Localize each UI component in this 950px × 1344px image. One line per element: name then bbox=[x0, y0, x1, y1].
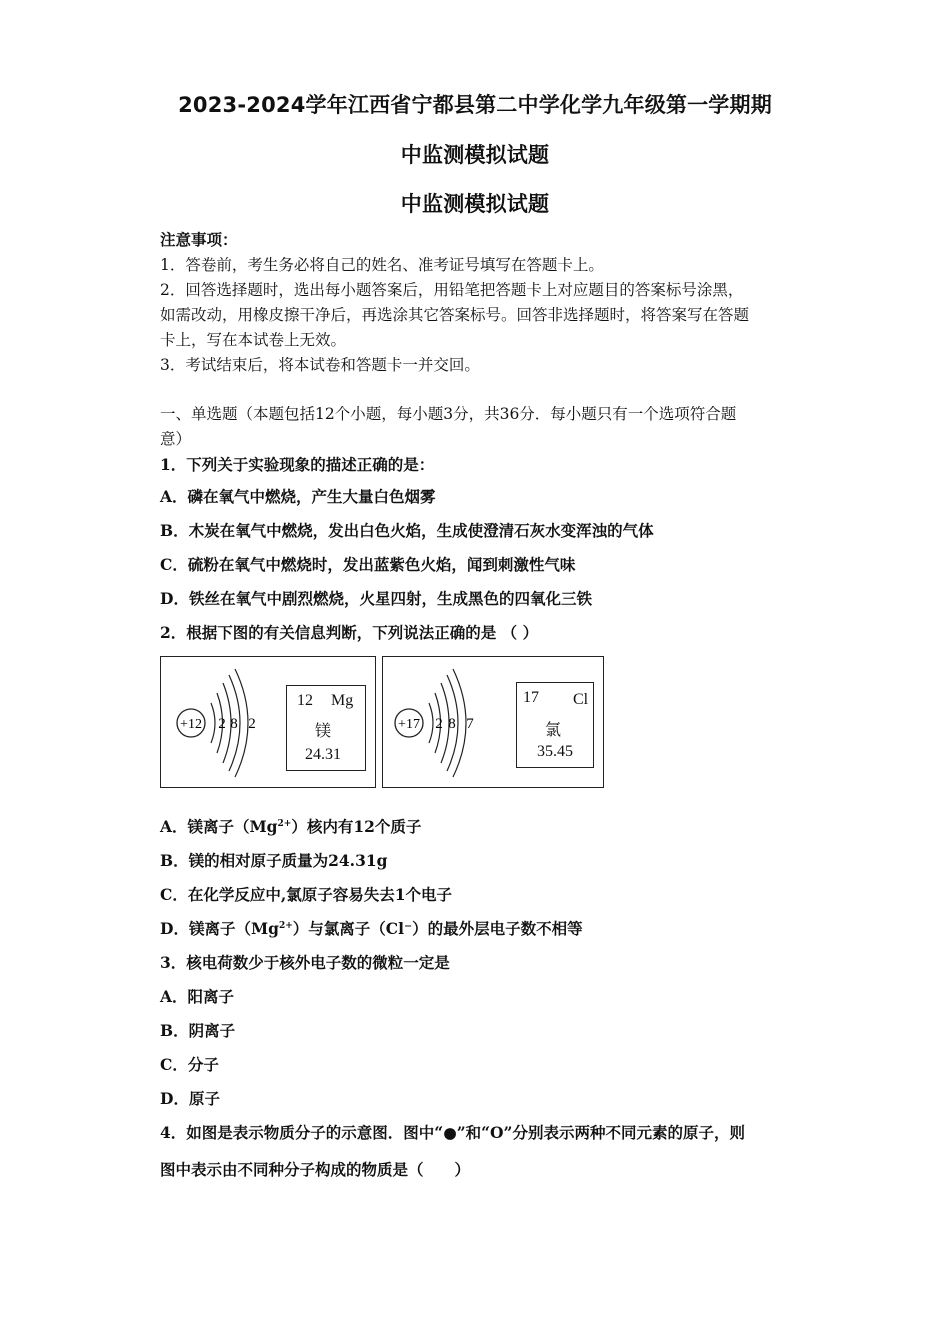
q2-option-c: C．在化学反应中,氯原子容易失去1个电子 bbox=[160, 885, 453, 904]
q2-option-a bbox=[160, 815, 421, 837]
mg-atomic-number: 12 bbox=[297, 692, 313, 709]
title-line-2: 中监测模拟试题 bbox=[400, 143, 550, 167]
section-heading-b: 意） bbox=[160, 430, 192, 448]
notice-item-2c: 卡上，写在本试卷上无效。 bbox=[160, 331, 347, 349]
mg-nucleus-label: +12 bbox=[180, 717, 202, 732]
q3-option-c: C．分子 bbox=[160, 1055, 219, 1074]
q2-stem: 2．根据下图的有关信息判断，下列说法正确的是 （ ） bbox=[160, 623, 539, 642]
mg-element-card bbox=[286, 685, 366, 771]
cl-name: 氯 bbox=[545, 722, 562, 739]
notice-item-1: 1．答卷前，考生务必将自己的姓名、准考证号填写在答题卡上。 bbox=[160, 256, 604, 274]
notice-item-2b: 如需改动，用橡皮擦干净后，再选涂其它答案标号。回答非选择题时，将答案写在答题 bbox=[160, 306, 750, 324]
q2-option-d-pre: D．镁离子（Mg bbox=[160, 919, 279, 938]
q2-option-d-sup: 2+ bbox=[278, 920, 293, 931]
title-line-3: 中监测模拟试题 bbox=[400, 192, 550, 216]
cl-shell-arc-1 bbox=[429, 703, 433, 743]
q3-option-a: A．阳离子 bbox=[160, 987, 235, 1006]
mg-shell-3-count: 2 bbox=[248, 716, 256, 732]
cl-nucleus-label: +17 bbox=[398, 717, 420, 732]
q2-option-d-post: ）与氯离子（Cl⁻）的最外层电子数不相等 bbox=[292, 919, 583, 938]
q2-option-a-post: ）核内有12个质子 bbox=[291, 817, 422, 836]
q1-option-c: C．硫粉在氧气中燃烧时，发出蓝紫色火焰，闻到刺激性气味 bbox=[160, 555, 576, 574]
cl-element-card bbox=[516, 682, 594, 768]
mg-shell-1-count: 2 bbox=[218, 716, 226, 732]
notice-item-2a: 2．回答选择题时，选出每小题答案后，用铅笔把答题卡上对应题目的答案标号涂黑， bbox=[160, 281, 744, 299]
q3-stem: 3．核电荷数少于核外电子数的微粒一定是 bbox=[160, 953, 450, 972]
q2-option-b: B．镁的相对原子质量为24.31g bbox=[160, 851, 388, 870]
cl-figure bbox=[382, 656, 604, 788]
section-heading-a: 一、单选题（本题包括12个小题，每小题3分，共36分．每小题只有一个选项符合题 bbox=[160, 405, 737, 423]
cl-atomic-mass: 35.45 bbox=[537, 743, 573, 760]
mg-symbol: Mg bbox=[331, 692, 354, 709]
q4-stem-a: 4．如图是表示物质分子的示意图．图中“●”和“O”分别表示两种不同元素的原子，则 bbox=[160, 1123, 745, 1142]
q2-option-a-sup: 2+ bbox=[277, 818, 292, 829]
mg-shell-2-count: 8 bbox=[230, 716, 238, 732]
notice-heading: 注意事项： bbox=[160, 230, 238, 249]
q2-option-d bbox=[160, 917, 583, 939]
q1-option-a: A．磷在氧气中燃烧，产生大量白色烟雾 bbox=[160, 487, 436, 506]
mg-shell-arc-1 bbox=[211, 703, 215, 743]
title-line-1: 2023-2024学年江西省宁都县第二中学化学九年级第一学期期 bbox=[178, 93, 772, 117]
mg-atomic-mass: 24.31 bbox=[305, 746, 341, 763]
q1-option-d: D．铁丝在氧气中剧烈燃烧，火星四射，生成黑色的四氧化三铁 bbox=[160, 589, 592, 608]
cl-shell-1-count: 2 bbox=[435, 716, 443, 732]
q4-stem-b: 图中表示由不同种分子构成的物质是（ ） bbox=[160, 1160, 471, 1179]
cl-shell-2-count: 8 bbox=[448, 716, 456, 732]
cl-atomic-number: 17 bbox=[523, 689, 539, 706]
cl-shell-3-count: 7 bbox=[466, 716, 474, 732]
notice-item-3: 3．考试结束后，将本试卷和答题卡一并交回。 bbox=[160, 356, 480, 374]
q3-option-d: D．原子 bbox=[160, 1089, 220, 1108]
cl-symbol: Cl bbox=[573, 691, 589, 708]
mg-name: 镁 bbox=[315, 723, 332, 740]
q3-option-b: B．阴离子 bbox=[160, 1021, 236, 1040]
mg-figure bbox=[160, 656, 376, 788]
q1-stem: 1．下列关于实验现象的描述正确的是： bbox=[160, 455, 435, 474]
q2-option-a-pre: A．镁离子（Mg bbox=[160, 817, 278, 836]
q1-option-b: B．木炭在氧气中燃烧，发出白色火焰，生成使澄清石灰水变浑浊的气体 bbox=[160, 521, 654, 540]
